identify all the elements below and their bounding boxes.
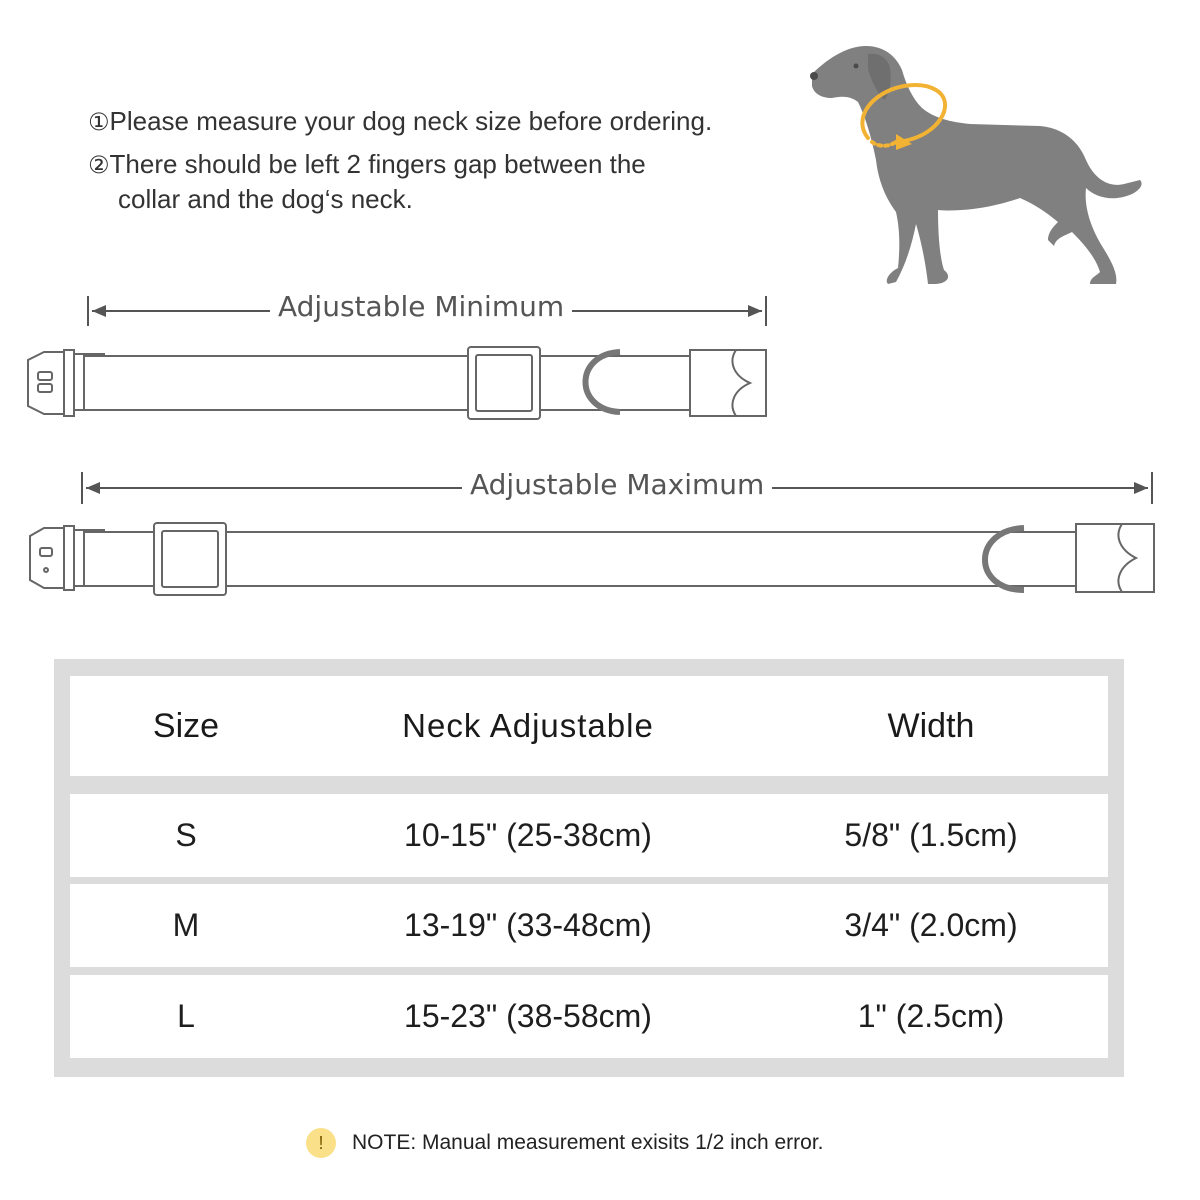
measurement-note (306, 1127, 824, 1159)
instruction-1-number: ① (88, 108, 110, 136)
row-size: S (175, 817, 197, 853)
header-size: Size (152, 706, 220, 745)
size-table (54, 659, 1124, 1077)
warning-icon: ! (306, 1128, 336, 1158)
dog-silhouette-icon (810, 46, 1142, 284)
header-width: Width (887, 706, 975, 745)
row-width: 3/4" (2.0cm) (844, 907, 1018, 943)
row-width: 1" (2.5cm) (857, 998, 1005, 1034)
row-neck: 13-19" (33-48cm) (404, 907, 652, 943)
header-neck-adjustable: Neck Adjustable (402, 707, 654, 744)
row-size: M (172, 907, 200, 943)
table-row (70, 975, 1108, 1058)
adjustable-maximum-label: Adjustable Maximum (462, 468, 772, 501)
instruction-2-continued: collar and the dog‘s neck. (118, 184, 413, 214)
row-width: 5/8" (1.5cm) (844, 817, 1018, 853)
instruction-2-text: There should be left 2 fingers gap between the (109, 149, 646, 179)
collar-minimum (28, 347, 766, 419)
row-neck: 15-23" (38-58cm) (404, 998, 652, 1034)
table-row (70, 794, 1108, 877)
row-neck: 10-15" (25-38cm) (404, 817, 652, 853)
instruction-2-number: ② (88, 151, 110, 179)
adjustable-minimum-label: Adjustable Minimum (270, 290, 572, 323)
instruction-1-text: Please measure your dog neck size before ordering. (109, 106, 713, 136)
collar-maximum (30, 523, 1154, 595)
note-text: NOTE: Manual measurement exisits 1/2 inch error. (352, 1131, 824, 1154)
row-size: L (177, 998, 195, 1034)
table-row (70, 884, 1108, 967)
table-header-row (70, 676, 1108, 776)
